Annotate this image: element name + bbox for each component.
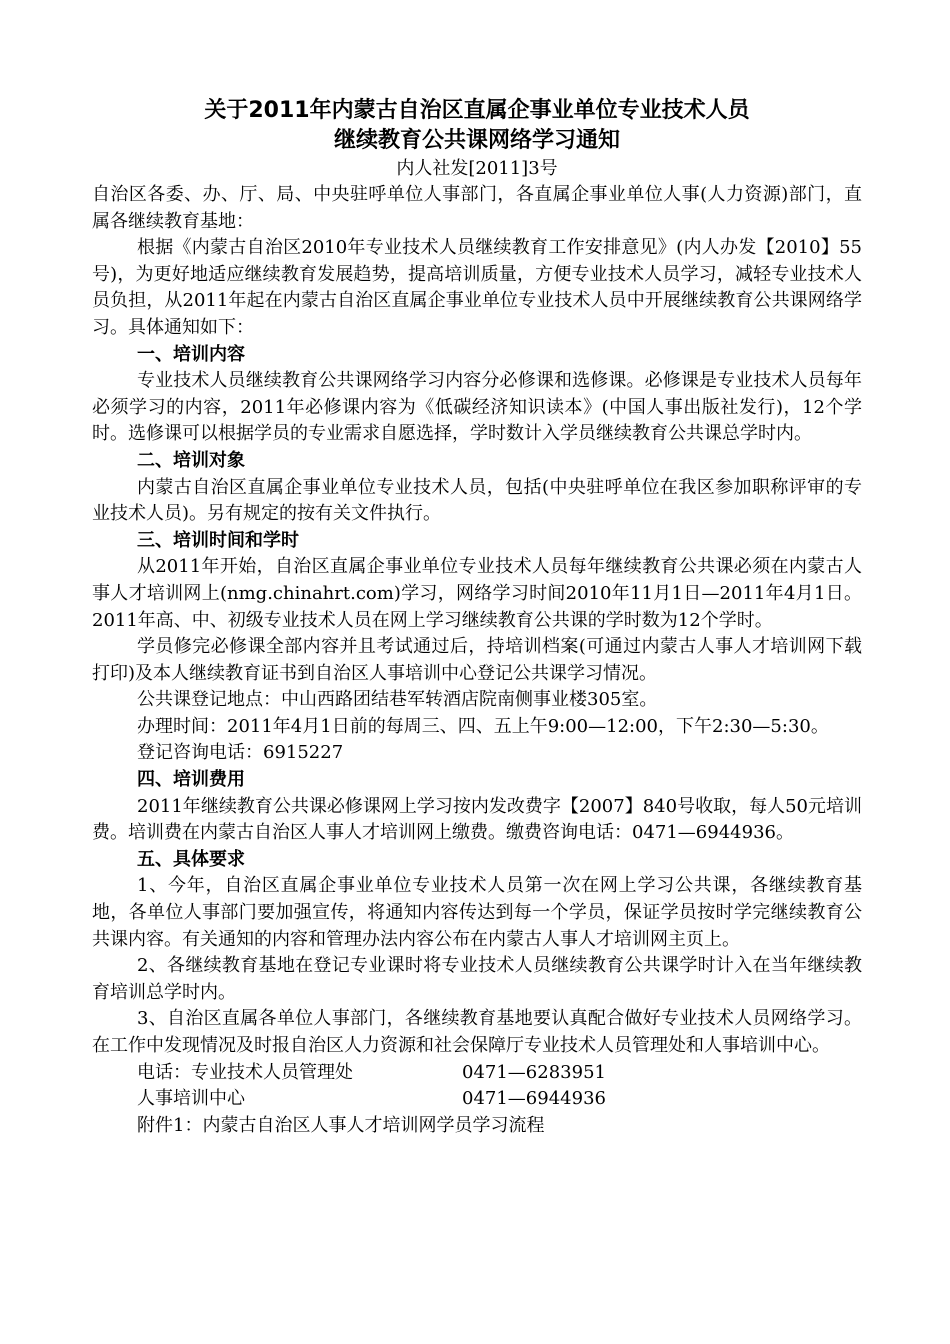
intro-paragraph: 根据《内蒙古自治区2010年专业技术人员继续教育工作安排意见》(内人办发【2010】55号)，为更好地适应继续教育发展趋势，提高培训质量，方便专业技术人员学习，减轻专业技术人员负担，从2011年起在内蒙古自治区直属企事业单位专业技术人员中开展继续教育公共课网络学习。具体通知如下： <box>92 237 862 338</box>
contact-row <box>92 1060 862 1087</box>
salutation: 自治区各委、办、厅、局、中央驻呼单位人事部门，各直属企事业单位人事(人力资源)部门，直属各继续教育基地： <box>92 184 862 232</box>
attachment-note: 附件1：内蒙古自治区人事人才培训网学员学习流程 <box>137 1114 545 1136</box>
section-paragraph: 1、今年，自治区直属企事业单位专业技术人员第一次在网上学习公共课，各继续教育基地，各单位人事部门要加强宣传，将通知内容传达到每一个学员，保证学员按时学完继续教育公共课内容。有关通知的内容和管理办法内容公布在内蒙古人事人才培训网主页上。 <box>92 875 862 950</box>
section-paragraph: 专业技术人员继续教育公共课网络学习内容分必修课和选修课。必修课是专业技术人员每年必须学习的内容，2011年必修课内容为《低碳经济知识读本》(中国人事出版社发行)，12个学时。选修课可以根据学员的专业需求自愿选择，学时数计入学员继续教育公共课总学时内。 <box>92 370 862 445</box>
section-paragraph: 从2011年开始，自治区直属企事业单位专业技术人员每年继续教育公共课必须在内蒙古人事人才培训网上(nmg.chinahrt.com)学习，网络学习时间2010年11月1日—2011年4月1日。2011年高、中、初级专业技术人员在网上学习继续教育公共课的学时数为12个学时。 <box>92 556 862 631</box>
section-heading: 三、培训时间和学时 <box>137 529 299 551</box>
section-paragraph: 公共课登记地点：中山西路团结巷军转酒店院南侧事业楼305室。 <box>137 689 658 711</box>
document-number: 内人社发[2011]3号 <box>396 158 558 179</box>
section-paragraph: 3、自治区直属各单位人事部门，各继续教育基地要认真配合做好专业技术人员网络学习。在工作中发现情况及时报自治区人力资源和社会保障厅专业技术人员管理处和人事培训中心。 <box>92 1008 862 1056</box>
contact-phone: 0471—6944936 <box>462 1088 606 1110</box>
section-heading: 五、具体要求 <box>137 848 245 870</box>
contact-name: 人事培训中心 <box>137 1088 245 1110</box>
section-paragraph: 2011年继续教育公共课必修课网上学习按内发改费字【2007】840号收取，每人50元培训费。培训费在内蒙古自治区人事人才培训网上缴费。缴费咨询电话：0471—6944936。 <box>92 795 862 844</box>
section-heading: 四、培训费用 <box>137 769 245 791</box>
section-heading: 一、培训内容 <box>137 343 245 365</box>
section-paragraph: 内蒙古自治区直属企事业单位专业技术人员，包括(中央驻呼单位在我区参加职称评审的专业技术人员)。另有规定的按有关文件执行。 <box>92 476 862 525</box>
document-title-line-1: 关于2011年内蒙古自治区直属企事业单位专业技术人员 <box>204 98 750 123</box>
section-paragraph: 登记咨询电话：6915227 <box>137 742 344 764</box>
document-title-line-2: 继续教育公共课网络学习通知 <box>333 128 620 153</box>
document-page <box>92 96 862 1139</box>
section-paragraph: 办理时间：2011年4月1日前的每周三、四、五上午9:00—12:00，下午2:30—5:30。 <box>137 715 829 737</box>
section-paragraph: 学员修完必修课全部内容并且考试通过后，持培训档案(可通过内蒙古人事人才培训网下载打印)及本人继续教育证书到自治区人事培训中心登记公共课学习情况。 <box>92 636 862 684</box>
contact-name: 电话：专业技术人员管理处 <box>137 1061 353 1083</box>
section-heading: 二、培训对象 <box>137 449 245 471</box>
contact-phone: 0471—6283951 <box>462 1061 606 1083</box>
contact-row <box>92 1086 862 1113</box>
section-paragraph: 2、各继续教育基地在登记专业课时将专业技术人员继续教育公共课学时计入在当年继续教育培训总学时内。 <box>92 955 862 1003</box>
